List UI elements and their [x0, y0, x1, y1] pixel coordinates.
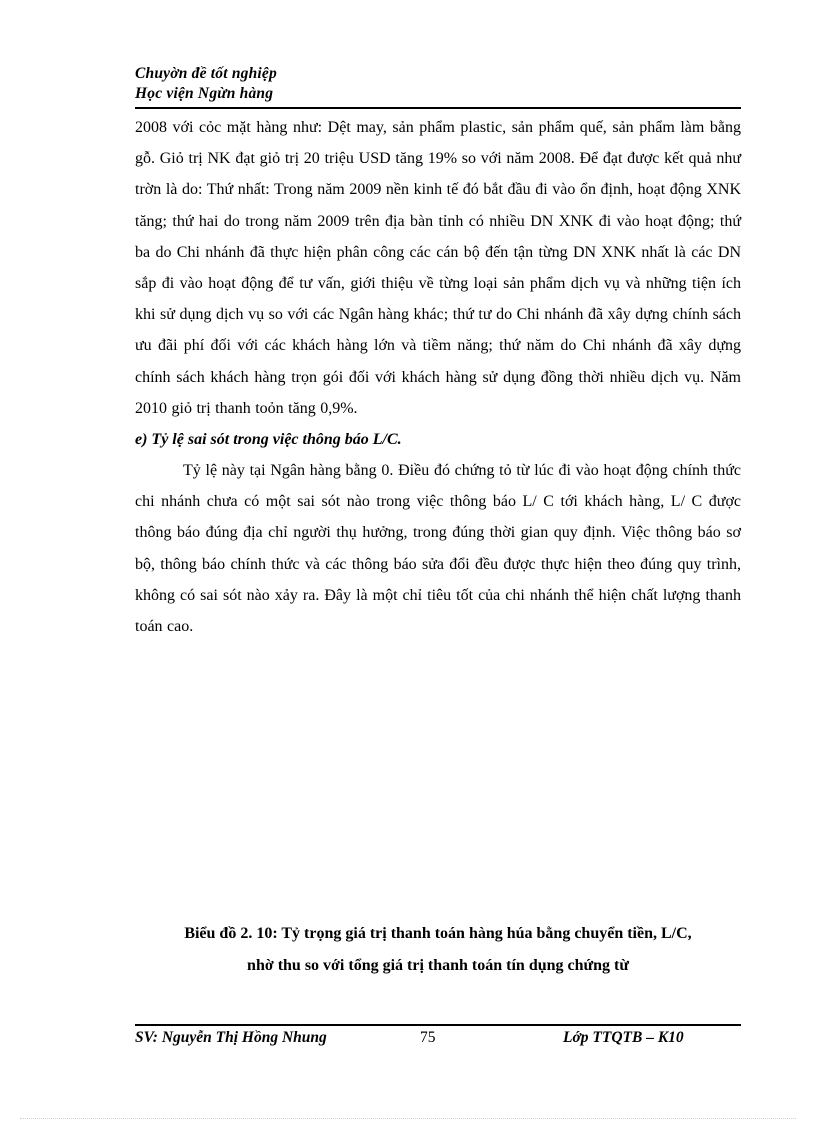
- header-divider: [135, 107, 741, 109]
- footer-divider: [135, 1024, 741, 1026]
- body-paragraph-2: Tỷ lệ này tại Ngân hàng bằng 0. Điều đó chứng tỏ từ lúc đi vào hoạt động chính thức chi nhánh chưa có một sai sót nào trong việc thông báo L/ C tới khách hàng, L/ C được thông báo đúng địa chỉ người thụ hưởng, trong đúng thời gian quy định. Việc thông báo sơ bộ, thông báo chính thức và các thông báo sửa đổi đều được thực hiện theo đúng quy trình, không có sai sót nào xảy ra. Đây là một chỉ tiêu tốt của chi nhánh thể hiện chất lượng thanh toán cao.: [135, 462, 741, 636]
- page-bottom-border: [20, 1118, 796, 1119]
- chart-caption-line-1: Biểu đồ 2. 10: Tỷ trọng giá trị thanh toán hàng húa bằng chuyển tiền, L/C,: [184, 925, 692, 942]
- footer-class: Lớp TTQTB – K10: [563, 1029, 684, 1046]
- section-subheading: e) Tỷ lệ sai sót trong việc thông báo L/C.: [135, 431, 402, 449]
- body-paragraph-1: 2008 với cỏc mặt hàng như: Dệt may, sản phẩm plastic, sản phẩm quế, sản phẩm làm bằng gỗ. Giỏ trị NK đạt giỏ trị 20 triệu USD tăng 19% so với năm 2008. Để đạt được kết quả như trờn là do: Thứ nhất: Trong năm 2009 nền kinh tế đó bắt đầu đi vào ổn định, hoạt động XNK tăng; thứ hai do trong năm 2009 trên địa bàn tỉnh có nhiều DN XNK đi vào hoạt động; thứ ba do Chi nhánh đã thực hiện phân công các cán bộ đến tận từng DN XNK nhất là các DN sắp đi vào hoạt động để tư vấn, giới thiệu về từng loại sản phẩm dịch vụ và những tiện ích khi sử dụng dịch vụ so với các Ngân hàng khác; thứ tư do Chi nhánh đã xây dựng chính sách ưu đãi phí đối với các khách hàng lớn và tiềm năng; thứ năm do Chi nhánh đã xây dựng chính sách khách hàng trọn gói đối với khách hàng sử dụng đồng thời nhiều dịch vụ. Năm 2010 giỏ trị thanh toỏn tăng 0,9%.: [135, 119, 741, 417]
- footer-author: SV: Nguyễn Thị Hồng Nhung: [135, 1029, 327, 1046]
- body-content: [135, 112, 741, 642]
- chart-caption: [135, 918, 741, 982]
- header-institution: Học viện Ngừn hàng: [135, 85, 274, 102]
- chart-caption-line-2: nhờ thu so với tổng giá trị thanh toán tín dụng chứng từ: [247, 957, 629, 974]
- page-footer: [135, 1028, 741, 1050]
- page-number: 75: [420, 1029, 436, 1046]
- page-header: [135, 64, 741, 104]
- header-thesis-title: Chuyờn đề tốt nghiệp: [135, 65, 277, 82]
